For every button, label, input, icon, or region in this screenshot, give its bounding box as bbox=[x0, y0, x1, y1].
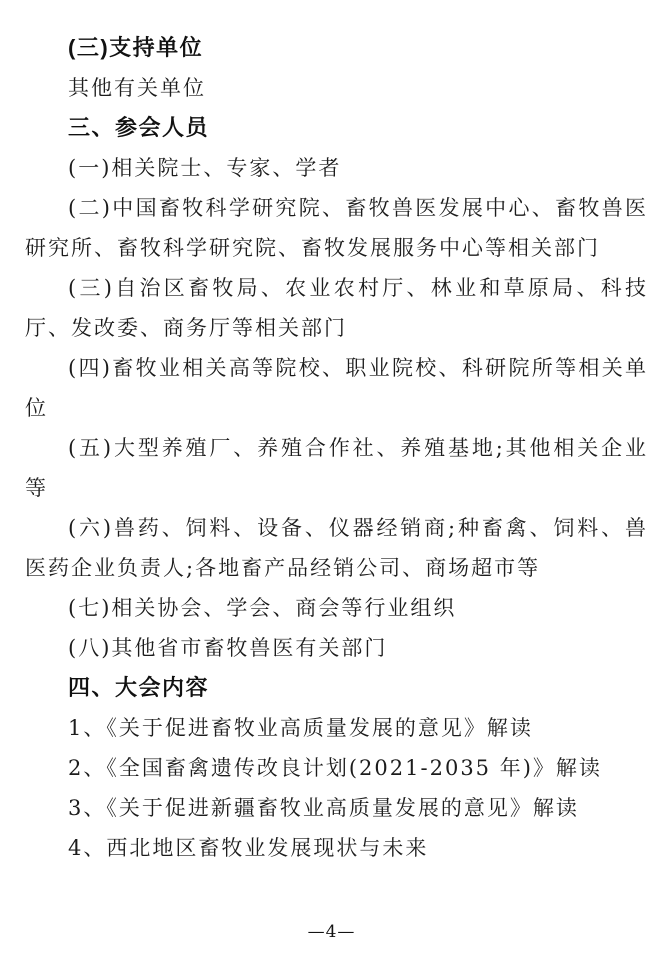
paragraph: 3、《关于促进新疆畜牧业高质量发展的意见》解读 bbox=[68, 796, 579, 820]
paragraph: (五)大型养殖厂、养殖合作社、养殖基地;其他相关企业等 bbox=[25, 436, 648, 500]
paragraph: (七)相关协会、学会、商会等行业组织 bbox=[68, 596, 457, 620]
paragraph: 2、《全国畜禽遗传改良计划(2021-2035 年)》解读 bbox=[68, 756, 602, 780]
paragraph: (六)兽药、饲料、设备、仪器经销商;种畜禽、饲料、兽医药企业负责人;各地畜产品经销公司、商场超市等 bbox=[25, 516, 648, 580]
paragraph: (四)畜牧业相关高等院校、职业院校、科研院所等相关单位 bbox=[25, 356, 648, 420]
paragraph: (八)其他省市畜牧兽医有关部门 bbox=[68, 636, 388, 660]
paragraph: 4、西北地区畜牧业发展现状与未来 bbox=[68, 836, 429, 860]
paragraph: 其他有关单位 bbox=[68, 76, 206, 100]
document-body bbox=[25, 28, 648, 868]
paragraph: (三)自治区畜牧局、农业农村厅、林业和草原局、科技厅、发改委、商务厅等相关部门 bbox=[25, 276, 648, 340]
section-heading: (三)支持单位 bbox=[68, 35, 204, 60]
page-number: —4— bbox=[307, 922, 356, 942]
section-heading: 三、参会人员 bbox=[68, 115, 210, 140]
section-heading: 四、大会内容 bbox=[68, 675, 210, 700]
paragraph: 1、《关于促进畜牧业高质量发展的意见》解读 bbox=[68, 716, 533, 740]
paragraph: (二)中国畜牧科学研究院、畜牧兽医发展中心、畜牧兽医研究所、畜牧科学研究院、畜牧发展服务中心等相关部门 bbox=[25, 196, 648, 260]
paragraph: (一)相关院士、专家、学者 bbox=[68, 156, 342, 180]
